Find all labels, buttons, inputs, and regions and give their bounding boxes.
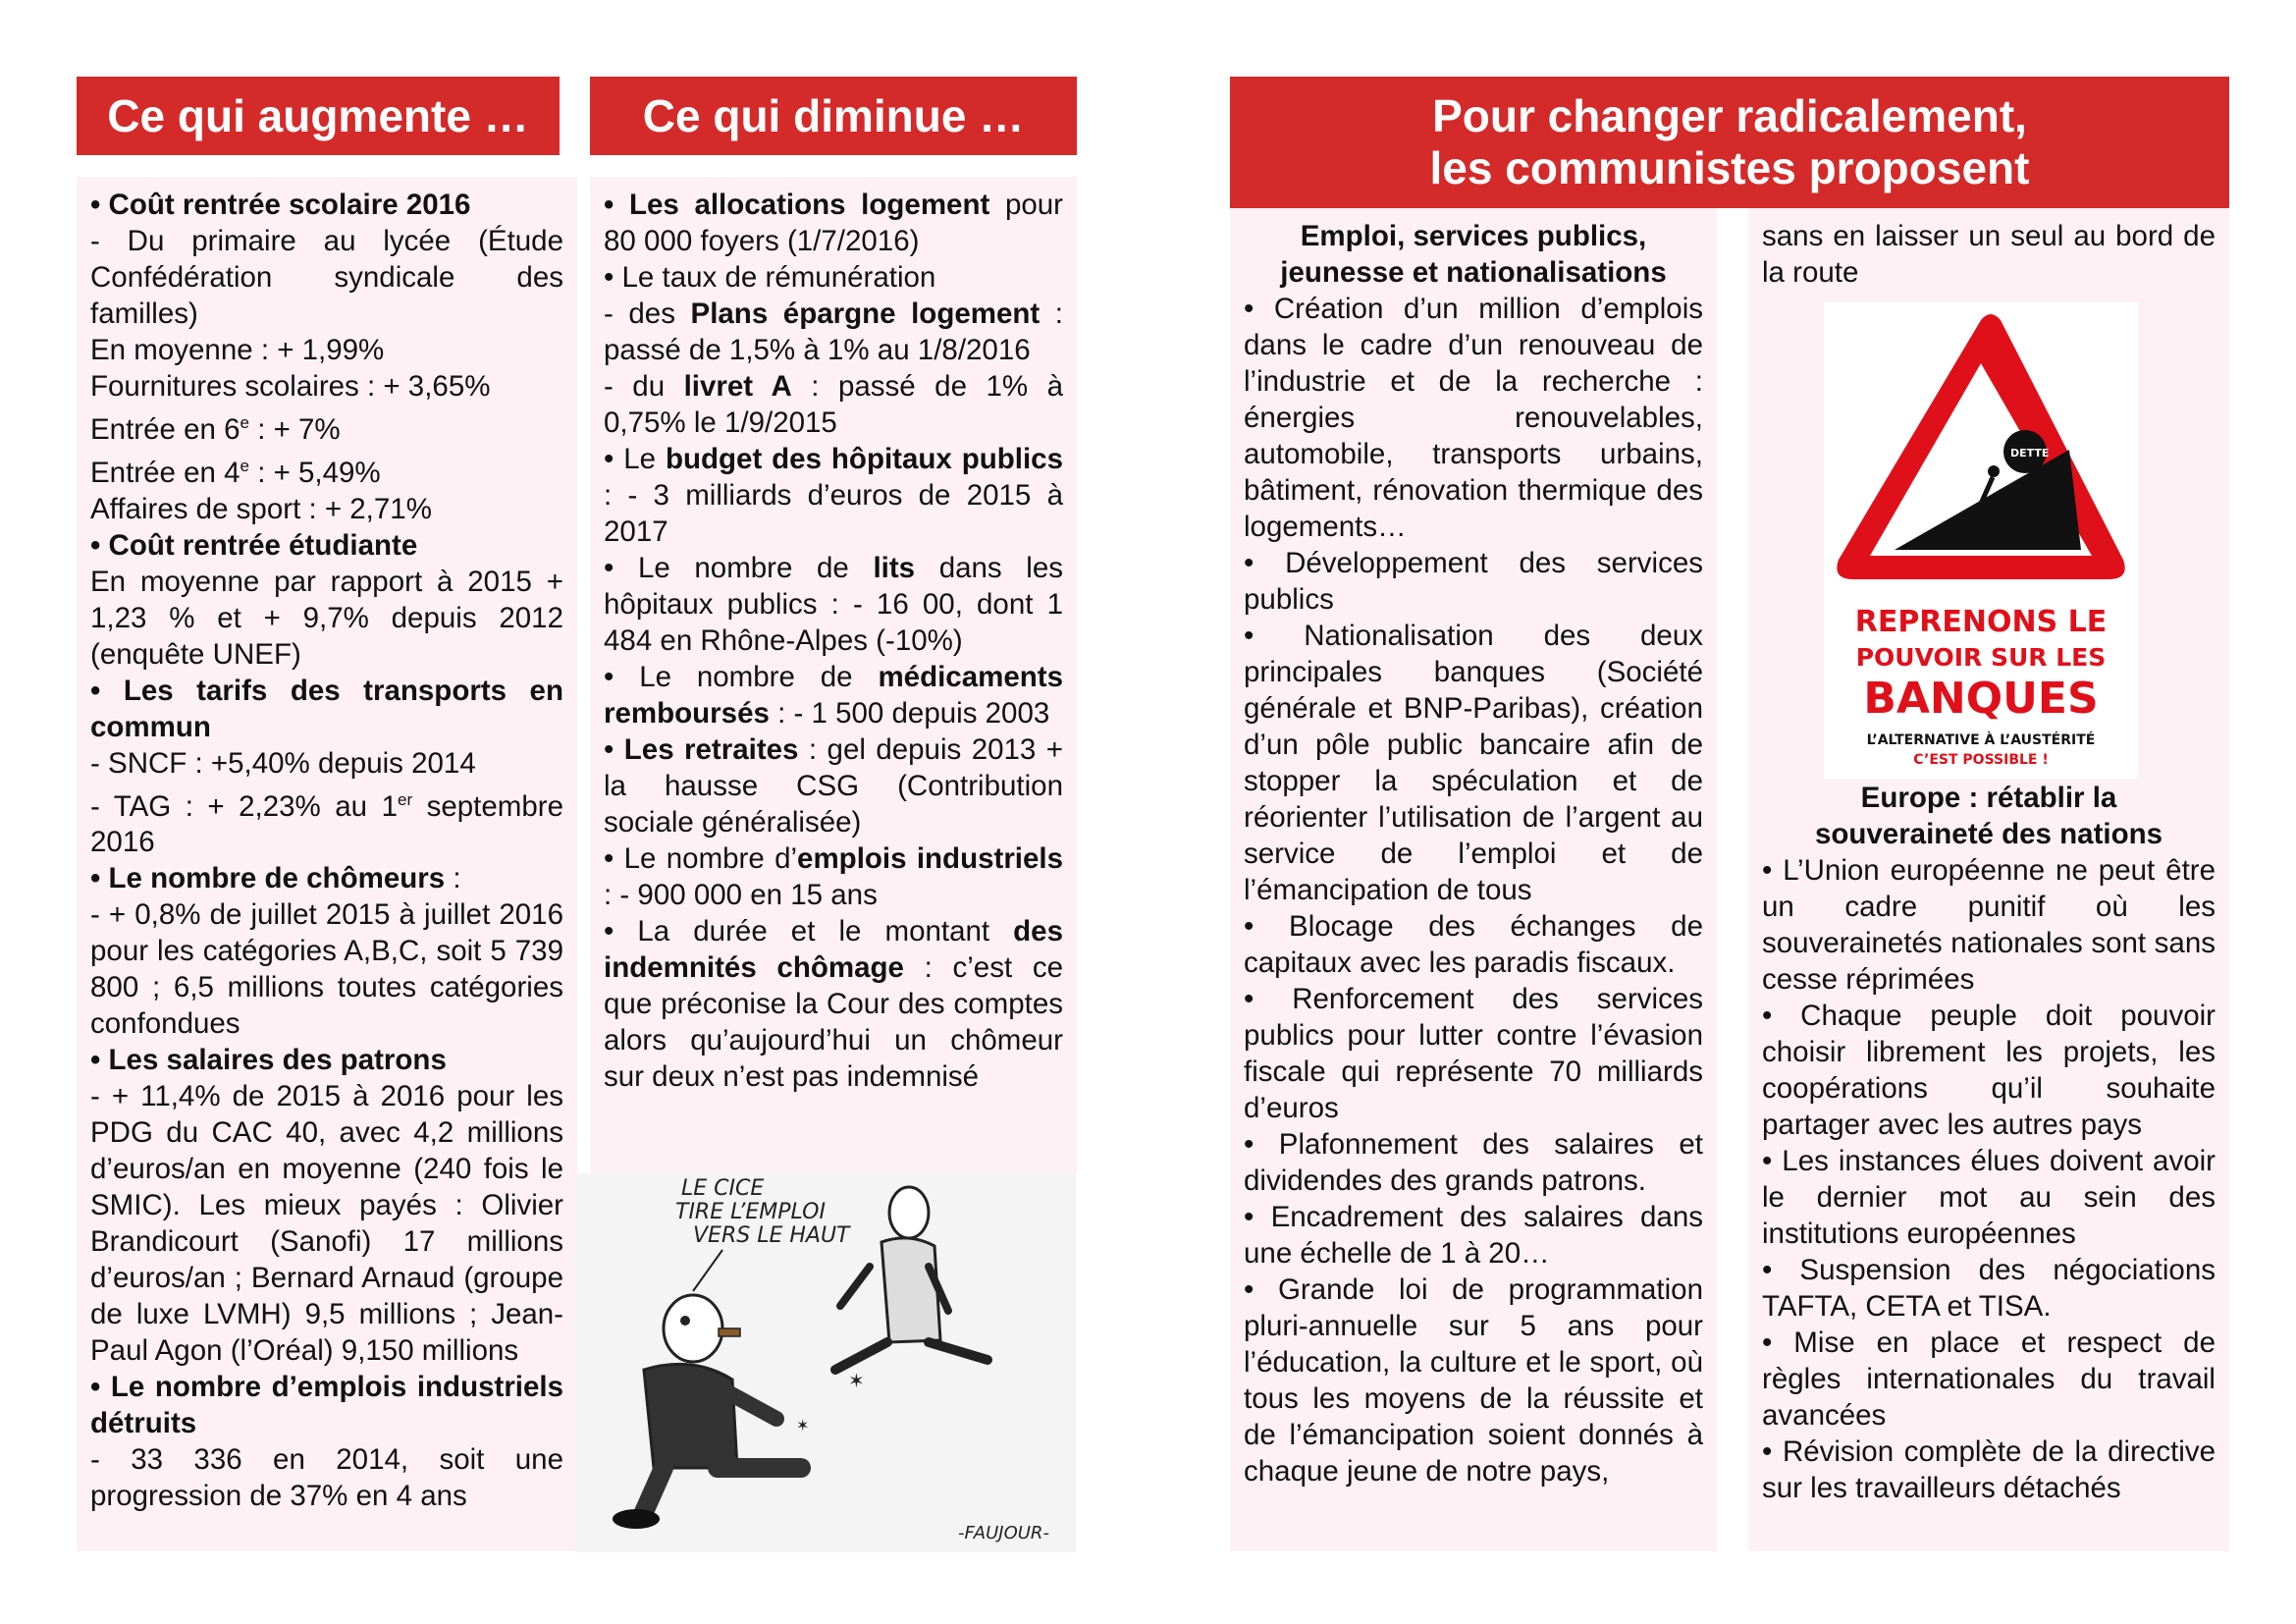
sign-line-4: L’ALTERNATIVE À L’AUSTÉRITÉ [1866,732,2096,748]
cartoon-text-3: VERS LE HAUT [693,1223,850,1248]
subheading-emploi-line2: jeunesse et nationalisations [1280,256,1667,289]
proposal-echelle-salaires: • Encadrement des salaires dans une échelle de 1 à 20… [1244,1201,1703,1270]
cartoon-signature: -FAUJOUR- [958,1523,1049,1543]
item-rentree-scolaire: • Coût rentrée scolaire 2016 [90,189,471,221]
text-livret-a: - du livret A : passé de 1% à 0,75% le 1/9/2015 [604,370,1063,439]
cartoon-text-2: TIRE L’EMPLOI [675,1200,826,1224]
warning-triangle-icon [1824,302,2138,779]
item-lits: • Le nombre de lits dans les hôpitaux publics : - 16 00, dont 1 484 en Rhône-Alpes (-10%) [604,552,1063,657]
text-chomeurs: - + 0,8% de juillet 2015 à juillet 2016 pour les catégories A,B,C, soit 5 739 800 ; 6,5 millions toutes catégories confondues [90,898,563,1041]
proposal-loi-programmation: • Grande loi de programmation pluri-annuelle sur 5 ans pour l’éducation, la culture et le sport, où tous les moyens de la réussite et de l’émancipation soient donnés à chaque jeune de notre pays, [1244,1273,1703,1488]
text-plans-epargne: - des Plans épargne logement : passé de 1,5% à 1% au 1/8/2016 [604,298,1063,366]
column-proposals-emploi [1230,208,1717,1551]
item-salaires-patrons: • Les salaires des patrons [90,1044,447,1077]
header-proposent-line1: Pour changer radicalement, [1432,90,2027,142]
cartoon-text-1: LE CICE [681,1176,765,1201]
item-rentree-etudiante: • Coût rentrée étudiante [90,528,418,562]
proposal-paradis-fiscaux: • Blocage des échanges de capitaux avec les paradis fiscaux. [1244,910,1703,979]
sign-line-5: C’EST POSSIBLE ! [1913,752,2049,768]
item-budget-hopitaux: • Le budget des hôpitaux publics : - 3 milliards d’euros de 2015 à 2017 [604,443,1063,548]
sign-line-2: POUVOIR SUR LES [1855,643,2107,672]
header-augmente-text: Ce qui augmente … [107,89,529,141]
subheading-emploi-line1: Emploi, services publics, [1300,220,1647,252]
header-communistes-proposent [1230,77,2229,208]
text-affaires-sport: Affaires de sport : + 2,71% [90,492,432,525]
proposal-directive-travailleurs: • Révision complète de la directive sur les travailleurs détachés [1762,1435,2216,1504]
item-taux-remuneration: • Le taux de rémunération [604,261,936,294]
text-primaire-lycee: - Du primaire au lycée (Étude Confédération syndicale des familles) [90,225,563,330]
text-bord-de-la-route: sans en laisser un seul au bord de la route [1762,220,2216,289]
sign-line-3: BANQUES [1863,674,2099,724]
text-sncf: - SNCF : +5,40% depuis 2014 [90,746,476,780]
header-ce-qui-augmente [77,77,560,155]
cartoon-illustration [575,1173,1076,1552]
item-indemnites-chomage: • La durée et le montant des indemnités chômage : c’est ce que préconise la Cour des comptes alors qu’aujourd’hui un chômeur sur deux n’est pas indemnisé [604,915,1063,1093]
subheading-europe-line1: Europe : rétablir la [1860,782,2117,814]
item-medicaments: • Le nombre de médicaments remboursés : - 1 500 depuis 2003 [604,661,1063,730]
item-emplois-industriels: • Le nombre d’emplois industriels : - 900 000 en 15 ans [604,842,1063,911]
text-entree-4e: Entrée en 4e : + 5,49% [90,456,381,489]
text-entree-6e: Entrée en 6e : + 7% [90,412,341,446]
proposal-services-publics: • Développement des services publics [1244,547,1703,616]
header-proposent-line2: les communistes proposent [1429,142,2030,193]
column-augmente [77,177,577,1551]
warning-sign-poster [1824,302,2138,779]
proposal-suspension-negociations: • Suspension des négociations TAFTA, CETA et TISA. [1762,1254,2216,1323]
proposal-union-europeenne: • L’Union européenne ne peut être un cadre punitif où les souverainetés nationales sont sans cesse réprimées [1762,854,2216,996]
svg-text:✶: ✶ [796,1418,810,1435]
item-retraites: • Les retraites : gel depuis 2013 + la hausse CSG (Contribution sociale généralisée) [604,733,1063,839]
cartoon-drawing [575,1173,1076,1552]
proposal-instances-elues: • Les instances élues doivent avoir le dernier mot au sein des institutions européennes [1762,1145,2216,1250]
text-moyenne: En moyenne : + 1,99% [90,334,385,366]
text-etudiante-moyenne: En moyenne par rapport à 2015 + 1,23 % et + 9,7% depuis 2012 (enquête UNEF) [90,565,563,671]
subheading-europe-line2: souveraineté des nations [1814,818,2163,850]
sign-dette-label: DETTE [2010,447,2050,460]
text-emplois-detruits: - 33 336 en 2014, soit une progression de 37% en 4 ans [90,1443,563,1513]
header-ce-qui-diminue [590,77,1077,155]
proposal-chaque-peuple: • Chaque peuple doit pouvoir choisir librement les projets, les coopérations qu’il souhaite partager avec les autres pays [1762,1000,2216,1141]
proposal-creation-emplois: • Création d’un million d’emplois dans le cadre d’un renouveau de l’industrie et de la recherche : énergies renouvelables, automobile, transports urbains, bâtiment, rénovation thermique des logements… [1244,293,1703,543]
text-fournitures: Fournitures scolaires : + 3,65% [90,370,491,403]
item-allocations-logement: • Les allocations logement pour 80 000 foyers (1/7/2016) [604,189,1063,257]
proposal-evasion-fiscale: • Renforcement des services publics pour lutter contre l’évasion fiscale qui représente 70 milliards d’euros [1244,983,1703,1124]
item-tarifs-transports: • Les tarifs des transports en commun [90,674,563,743]
sign-line-1: REPRENONS LE [1854,605,2108,639]
proposal-nationalisation-banques: • Nationalisation des deux principales banques (Société générale et BNP-Paribas), création d’un pôle public bancaire afin de stopper la spéculation et de réorienter l’utilisation de l’argent au service de l’emploi et de l’émancipation de tous [1244,620,1703,906]
item-emplois-detruits: • Le nombre d’emplois industriels détruits [90,1371,563,1440]
header-diminue-text: Ce qui diminue … [642,89,1025,141]
text-tag: - TAG : + 2,23% au 1er septembre 2016 [90,789,563,859]
proposal-regles-internationales: • Mise en place et respect de règles internationales du travail avancées [1762,1326,2216,1432]
item-chomeurs: • Le nombre de chômeurs : [90,862,461,895]
svg-text:✶: ✶ [848,1371,865,1392]
text-salaires-patrons: - + 11,4% de 2015 à 2016 pour les PDG du CAC 40, avec 4,2 millions d’euros/an en moyenne (240 fois le SMIC). Les mieux payés : Olivier Brandicourt (Sanofi) 17 millions d’euros/an ; Bernard Arnaud (groupe de luxe LVMH) 9,5 millions ; Jean-Paul Agon (l’Oréal) 9,150 millions [90,1080,563,1368]
proposal-plafonnement-salaires: • Plafonnement des salaires et dividendes des grands patrons. [1244,1128,1703,1197]
column-diminue [590,177,1077,1173]
